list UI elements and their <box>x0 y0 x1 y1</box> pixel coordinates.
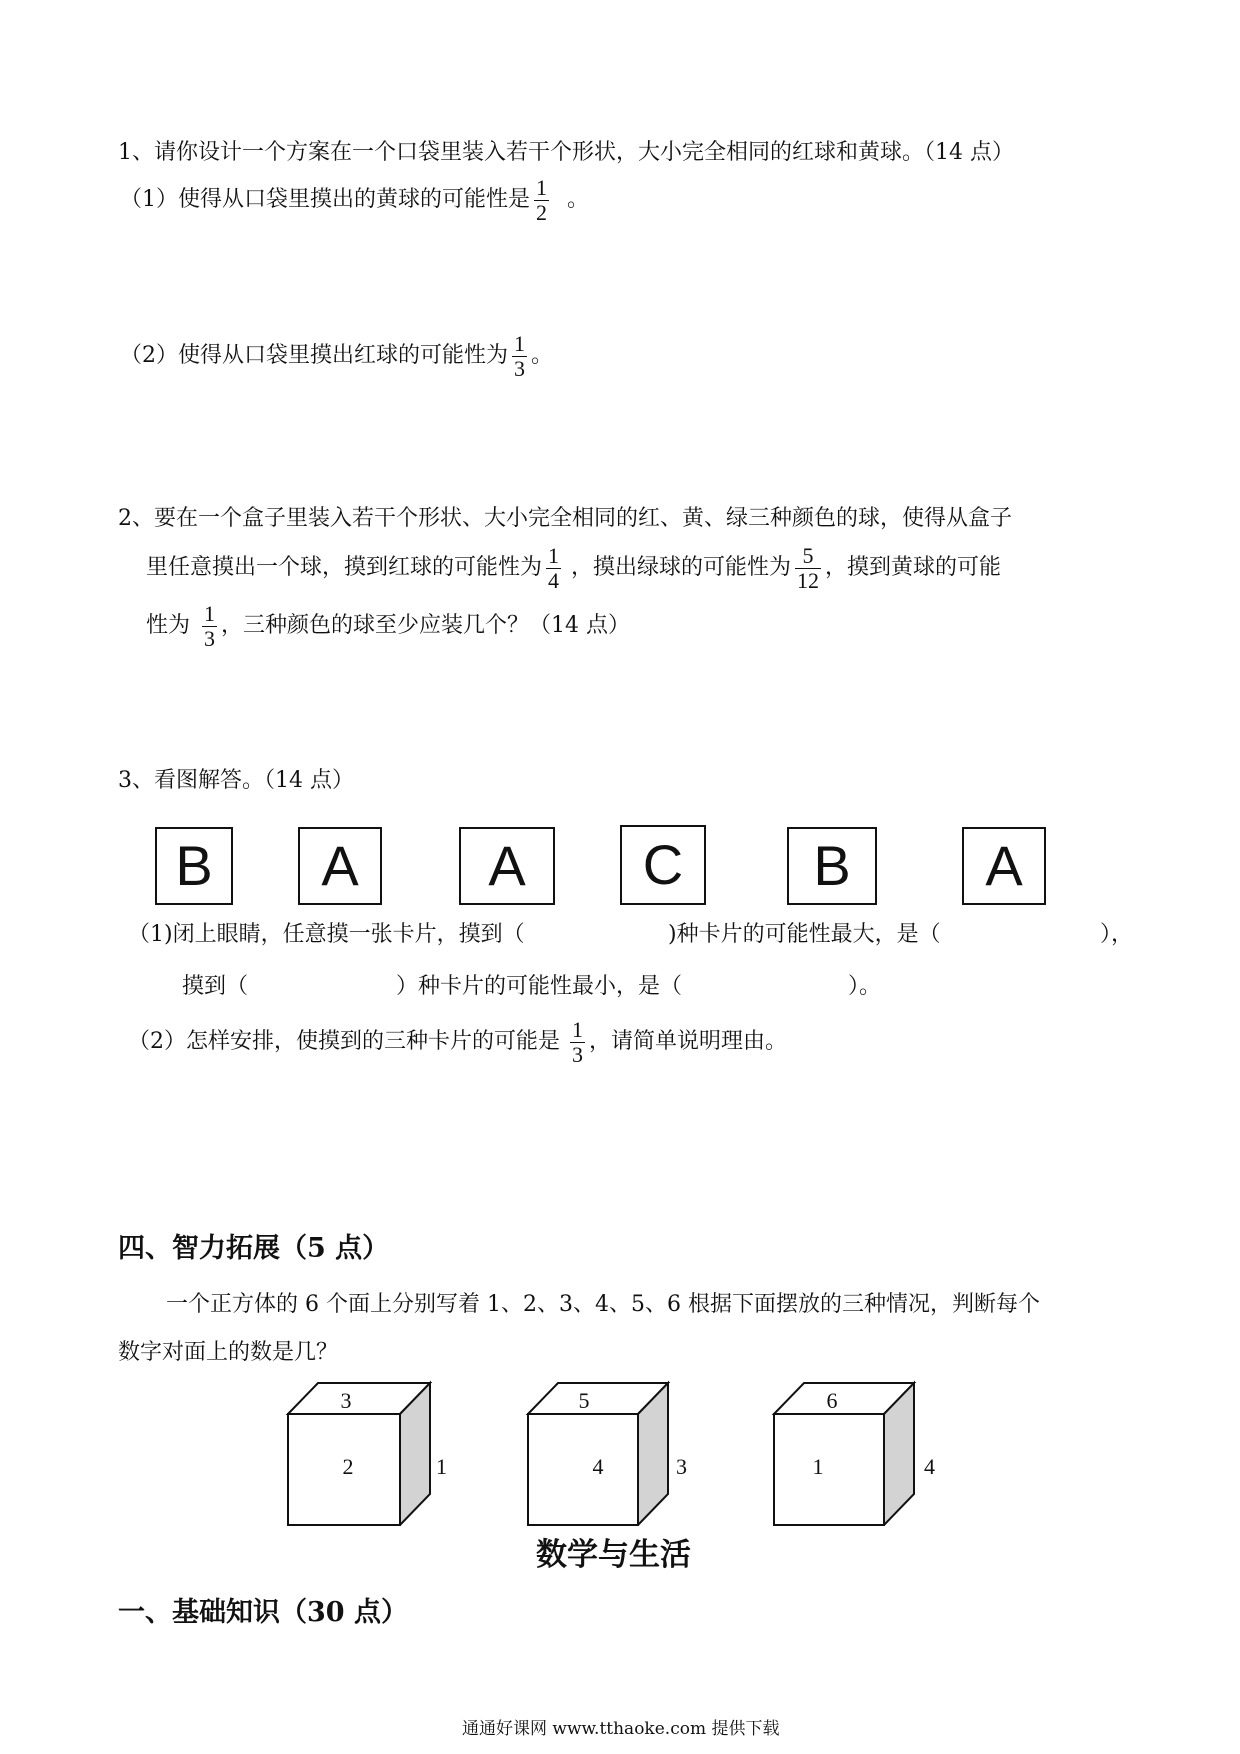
q2-line3 <box>146 594 630 658</box>
q3-part1-text-a: （1)闭上眼睛，任意摸一张卡片，摸到（ <box>128 922 525 947</box>
q2-line2 <box>146 536 1001 600</box>
cube-top-number: 5 <box>578 1388 590 1413</box>
letter-card: B <box>155 827 233 905</box>
cube-front-number: 4 <box>592 1454 604 1479</box>
q2-line2-text-b: ，摸出绿球的可能性为 <box>571 555 792 580</box>
q1-part1-text: （1）使得从口袋里摸出的黄球的可能性是 <box>120 187 530 212</box>
q2-line3-text-a: 性为 <box>146 613 191 638</box>
letter-card: C <box>620 825 706 905</box>
section4-line2: 数字对面上的数是几？ <box>118 1340 339 1365</box>
cube-top-number: 6 <box>826 1388 838 1413</box>
fraction-numerator: 1 <box>204 600 216 626</box>
fraction-five-twelfths <box>795 544 821 593</box>
cube-figures <box>0 1376 1240 1526</box>
cube-front-number: 1 <box>812 1454 824 1479</box>
fraction-denominator: 4 <box>548 567 560 593</box>
cube-front-number: 2 <box>342 1454 354 1479</box>
cube-side-number: 4 <box>924 1454 935 1479</box>
fraction-numerator: 1 <box>548 542 560 568</box>
fraction-denominator: 3 <box>572 1041 583 1067</box>
cube-front-face <box>774 1414 884 1525</box>
q1-part2-text: （2）使得从口袋里摸出红球的可能性为 <box>120 343 508 368</box>
cube-figure <box>774 1383 935 1525</box>
life-title: 数学与生活 <box>536 1537 691 1573</box>
q1-part2-end: 。 <box>531 343 554 368</box>
section4-line1: 一个正方体的 6 个面上分别写着 1、2、3、4、5、6 根据下面摆放的三种情况，判断每个 <box>166 1292 1040 1317</box>
fraction-denominator: 3 <box>204 625 216 651</box>
q3-part1-line2-c: ）。 <box>848 974 882 999</box>
q3-part1-text-c: ）， <box>1100 922 1134 947</box>
q3-part2-end: ，请简单说明理由。 <box>589 1029 788 1054</box>
section4-heading: 四、智力拓展（5 点） <box>118 1233 390 1264</box>
cube-top-number: 3 <box>340 1388 352 1413</box>
letter-card: A <box>962 827 1046 905</box>
fraction-numerator: 1 <box>572 1016 583 1042</box>
cube-figure <box>528 1383 687 1525</box>
q1-part1 <box>120 168 589 232</box>
q2-line3-text-b: ，三种颜色的球至少应装几个？（14 点） <box>221 613 631 638</box>
fraction-denominator: 2 <box>536 199 547 225</box>
fraction-numerator: 1 <box>514 330 525 356</box>
fraction-one-third <box>202 602 217 651</box>
q2-line2-text-c: ，摸到黄球的可能 <box>825 555 1002 580</box>
cube-side-number: 3 <box>676 1454 687 1479</box>
q3-part1-line2-a: 摸到（ <box>182 974 249 999</box>
fraction-numerator: 5 <box>802 542 814 568</box>
q3-part1-text-b: )种卡片的可能性最大，是（ <box>668 922 941 947</box>
letter-card: B <box>787 827 877 905</box>
cube-front-face <box>528 1414 638 1525</box>
q2-line2-text-a: 里任意摸出一个球，摸到红球的可能性为 <box>146 555 543 580</box>
q1-part1-end: 。 <box>567 187 590 212</box>
section1-heading: 一、基础知识（30 点） <box>118 1597 408 1628</box>
q1-stem: 1、请你设计一个方案在一个口袋里装入若干个形状，大小完全相同的红球和黄球。（14 点） <box>118 140 1014 165</box>
fraction-one-quarter <box>546 544 561 593</box>
q3-part2-text: （2）怎样安排，使摸到的三种卡片的可能是 <box>128 1029 560 1054</box>
fraction-denominator: 12 <box>797 567 820 593</box>
fraction-one-third <box>570 1018 585 1067</box>
fraction-denominator: 3 <box>514 355 525 381</box>
letter-card: A <box>298 827 382 905</box>
q3-part1-line2-b: ）种卡片的可能性最小，是（ <box>396 974 683 999</box>
q3-stem: 3、看图解答。（14 点） <box>118 768 354 793</box>
q2-line1: 2、要在一个盒子里装入若干个形状、大小完全相同的红、黄、绿三种颜色的球，使得从盒子 <box>118 506 1013 531</box>
letter-card: A <box>459 827 555 905</box>
fraction-numerator: 1 <box>536 174 547 200</box>
fraction-one-half <box>534 176 549 225</box>
cube-side-number: 1 <box>436 1454 447 1479</box>
fraction-one-third <box>512 332 527 381</box>
cube-figure <box>288 1383 447 1525</box>
q1-part2 <box>120 324 553 388</box>
q3-part2 <box>128 1010 787 1074</box>
footer-text: 通通好课网 www.tthaoke.com 提供下载 <box>462 1719 780 1739</box>
